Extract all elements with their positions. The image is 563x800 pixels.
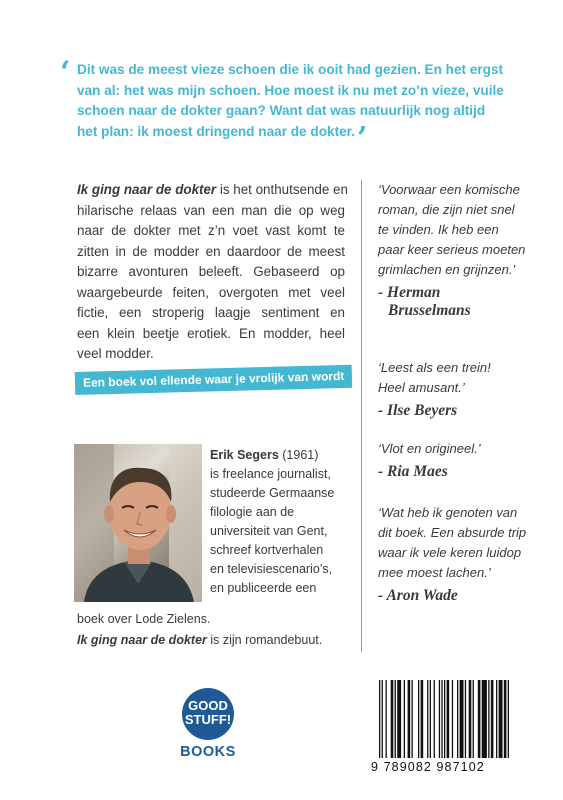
review [378,503,558,605]
book-description [77,180,348,365]
bio-line: is freelance journalist, [210,467,331,481]
description-line: een klein beetje erotiek. En modder, heel [77,325,345,341]
author-bio [210,446,360,598]
book-title-inline: Ik ging naar de dokter [77,633,207,647]
bio-line: schreef kortverhalen [210,543,324,557]
description-line: zitten in de modder en daardoor de meest [77,243,345,259]
review-quote: ‘Vlot en origineel.’ [378,441,481,456]
top-quote-line: het plan: ik moest dringend naar de dokter. [77,123,355,139]
top-quote [63,60,533,142]
publisher-logo-circle: GOOD STUFF! [182,688,234,740]
review-quote: ‘Voorwaar een komische roman, die zijn niet snel te vinden. Ik heb een paar keer serieus moeten grimlachen en grijnzen.’ [378,182,526,277]
top-quote-line: schoen naar de dokter gaan? Want dat was natuurlijk nog altijd [77,103,486,118]
review-author: - Ria Maes [378,463,448,480]
author-year: (1961) [278,448,319,462]
tagline-banner: Een boek vol ellende waar je vrolijk van wordt [75,365,353,395]
description-line: naar de dokter met z’n voet vast komt te [77,223,345,238]
review [378,439,558,481]
bio-line: filologie aan de [210,505,295,519]
description-line: fictie, een stroperig laagje sentiment en [77,305,345,320]
author-photo [74,444,202,602]
description-line: waargebeurde feiten, overgoten met veel [77,284,345,300]
publisher-name: BOOKS [180,744,236,760]
bio-closing: Ik ging naar de dokter is zijn romandebuut. [77,633,323,647]
bio-line: boek over Lode Zielens. [77,612,211,626]
author-name: Erik Segers [210,448,279,462]
description-line: is het onthutsende en [216,182,348,197]
isbn-number: 9 789082 987102 [371,760,485,774]
description-line: bizarre avonturen beleeft. Gebaseerd op [77,264,345,279]
book-title-inline: Ik ging naar de dokter [77,182,217,197]
review-quote: ‘Wat heb ik genoten van dit boek. Een absurde trip waar ik vele keren luidop mee moest lachen.’ [378,505,527,580]
description-line: hilarische relaas van een man die op weg [77,202,345,218]
top-quote-line: Dit was de meest vieze schoen die ik ooit had gezien. En het ergst [77,62,504,77]
review-author: - Herman Brusselmans [378,284,471,319]
review-author: - Aron Wade [378,587,458,604]
bio-line: en televisiescenario’s, [210,562,333,576]
review-quote: ‘Leest als een trein! Heel amusant.’ [378,360,491,395]
review-author: - Ilse Beyers [378,402,458,419]
top-quote-line: van al: het was mijn schoen. Hoe moest ik nu met zo’n vieze, vuile [77,82,504,98]
close-quote-mark: ’ [357,121,368,156]
bio-line: en publiceerde een [210,581,317,595]
publisher-logo [176,688,240,776]
open-quote-mark: ‘ [60,55,71,90]
bio-line: studeerde Germaanse [210,486,335,500]
column-divider [361,180,362,652]
bio-line: universiteit van Gent, [210,524,328,538]
description-line: veel modder. [77,346,154,361]
review [378,180,558,320]
barcode-bars [379,680,545,760]
review [378,358,558,420]
isbn-barcode [371,676,551,782]
